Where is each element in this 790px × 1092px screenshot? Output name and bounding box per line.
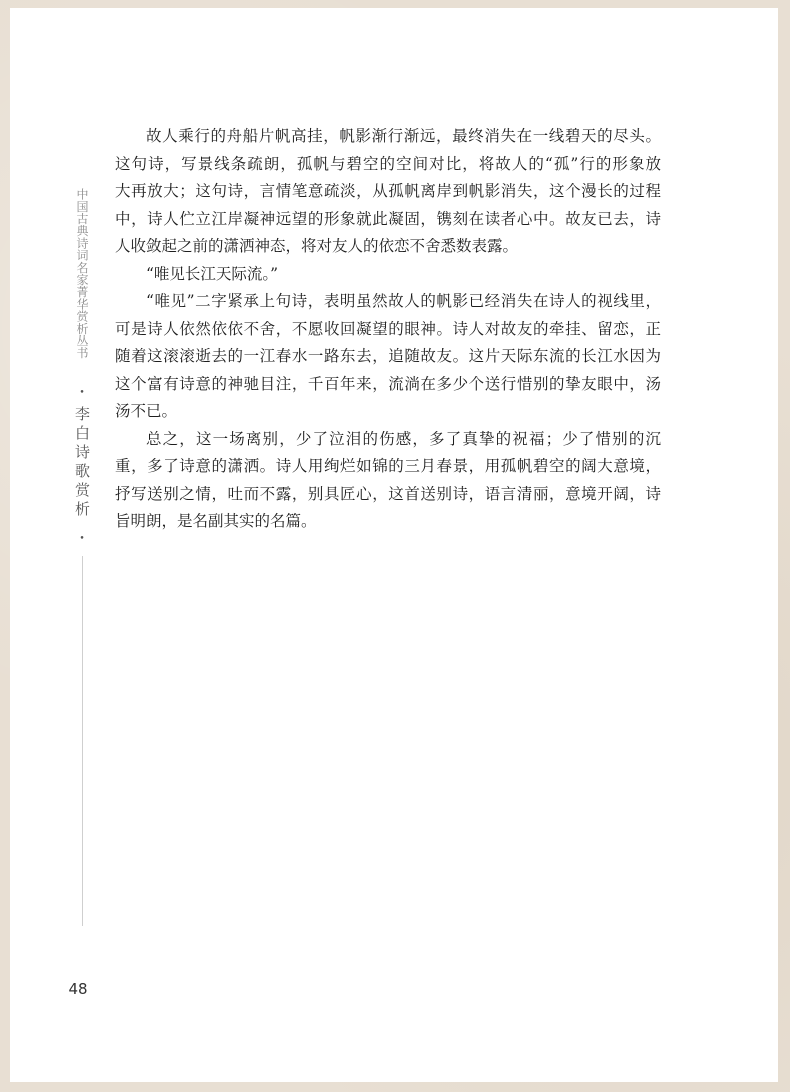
text-line: 抒写送别之情，吐而不露，别具匠心，这首送别诗，语言清丽，意境开阔，诗 bbox=[115, 484, 661, 503]
book-title: 李白诗歌赏析 bbox=[73, 406, 91, 520]
text-line: 汤不已。 bbox=[115, 402, 178, 420]
text-line: 这个富有诗意的神驰目注，千百年来，流淌在多少个送行惜别的挚友眼中，汤 bbox=[115, 374, 661, 393]
body-text bbox=[115, 123, 661, 536]
text-line: 大再放大；这句诗，言情笔意疏淡，从孤帆离岸到帆影消失，这个漫长的过程 bbox=[115, 182, 661, 200]
series-title: 中国古典诗词名家菁华赏析丛书 bbox=[75, 188, 89, 359]
text-line: 总之，这一场离别，少了泣泪的伤感，多了真挚的祝福；少了惜别的沉 bbox=[146, 429, 661, 448]
text-line: 中，诗人伫立江岸凝神远望的形象就此凝固，镌刻在读者心中。故友已去，诗 bbox=[115, 209, 661, 228]
page-number: 48 bbox=[68, 980, 88, 998]
text-line: 可是诗人依然依依不舍，不愿收回凝望的眼神。诗人对故友的牵挂、留恋，正 bbox=[115, 319, 661, 338]
paragraph bbox=[115, 288, 661, 426]
separator-dot: • bbox=[79, 534, 85, 544]
poem-quote-line: “唯见长江天际流。” bbox=[146, 264, 279, 283]
paragraph bbox=[115, 123, 661, 261]
paragraph bbox=[115, 261, 661, 289]
paragraph bbox=[115, 426, 661, 536]
separator-dot: • bbox=[79, 388, 85, 398]
text-line: 随着这滚滚逝去的一江春水一路东去，追随故友。这片天际东流的长江水因为 bbox=[115, 347, 661, 365]
text-line: 故人乘行的舟船片帆高挂，帆影渐行渐远，最终消失在一线碧天的尽头。 bbox=[146, 127, 661, 145]
text-line: “唯见”二字紧承上句诗，表明虽然故人的帆影已经消失在诗人的视线里， bbox=[146, 292, 661, 310]
text-line: 重，多了诗意的潇洒。诗人用绚烂如锦的三月春景，用孤帆碧空的阔大意境， bbox=[115, 457, 661, 475]
sidebar-rule bbox=[82, 556, 83, 926]
text-line: 这句诗，写景线条疏朗，孤帆与碧空的空间对比，将故人的“孤”行的形象放 bbox=[115, 154, 661, 173]
text-line: 旨明朗，是名副其实的名篇。 bbox=[115, 512, 317, 530]
text-line: 人收敛起之前的潇洒神态，将对友人的依恋不舍悉数表露。 bbox=[115, 237, 519, 255]
